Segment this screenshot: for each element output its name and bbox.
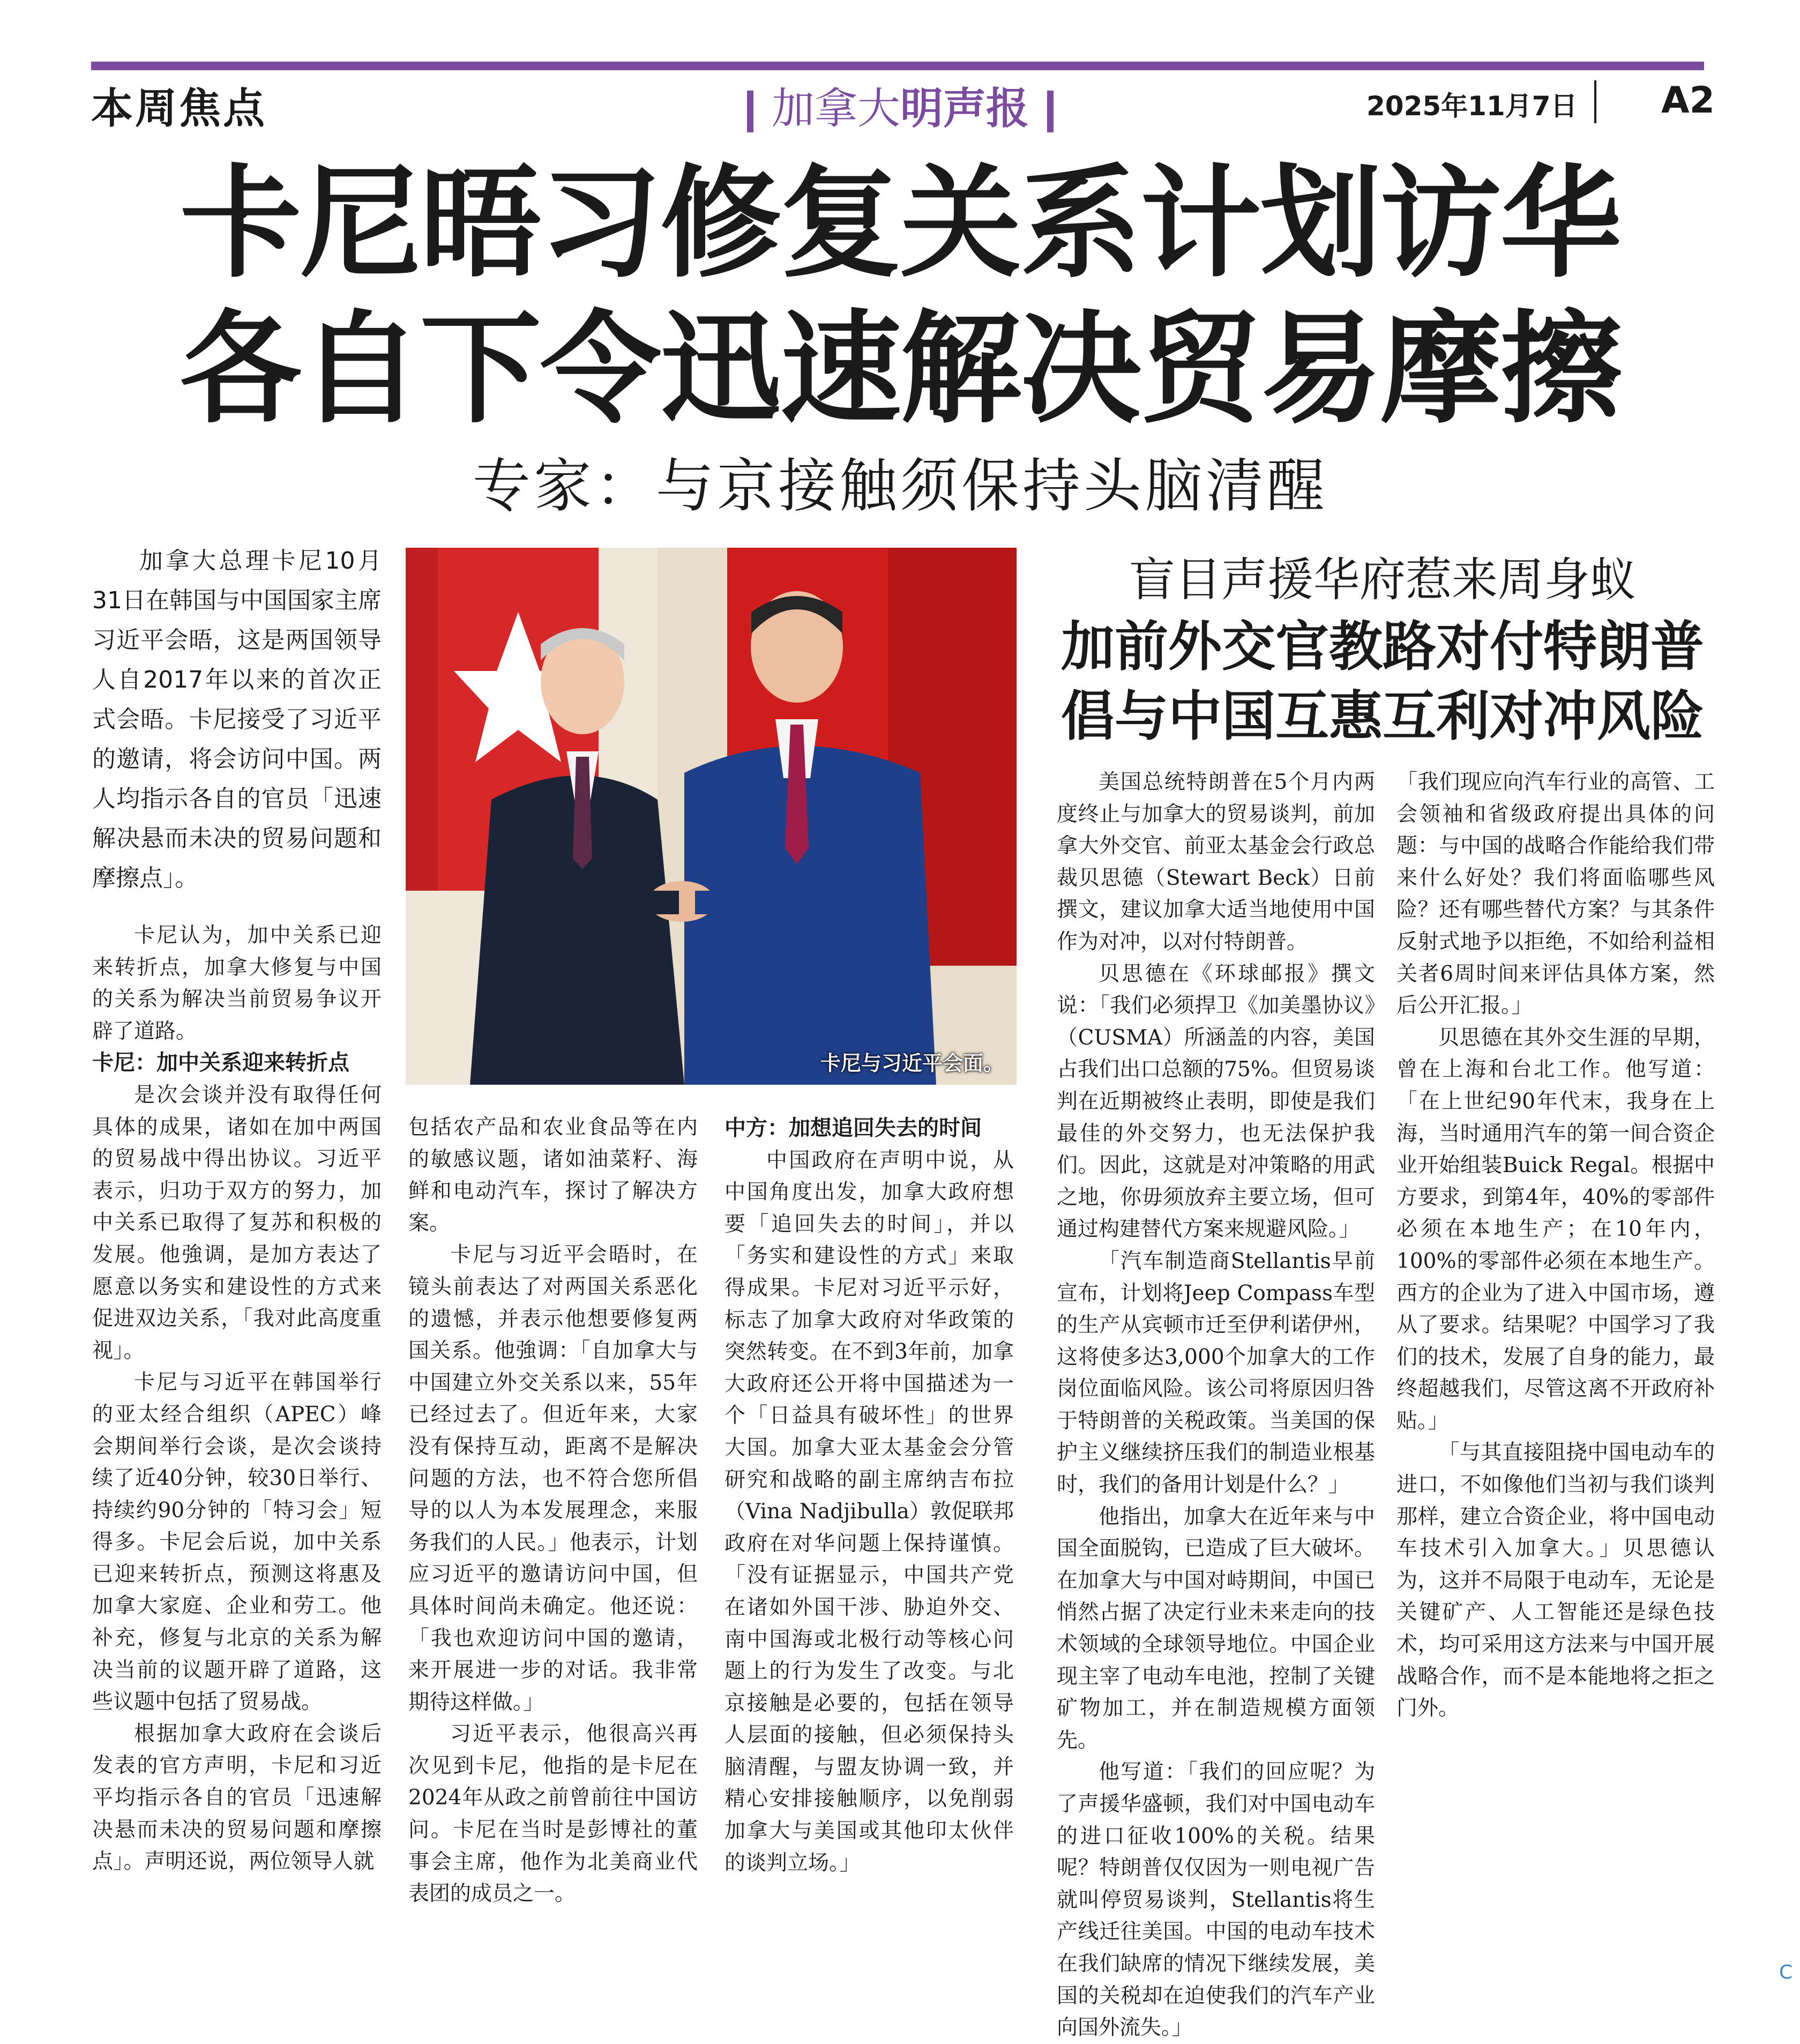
paragraph: 他写道：「我们的回应呢？为了声援华盛顿，我们对中国电动车的进口征收100%的关税。结果呢？特朗普仅仅因为一则电视广告就叫停贸易谈判，Stellantis将生产线迁往美国。中国的电动车技术在我们缺席的情况下继续发展，美国的关税却在迫使我们的汽车产业向国外流失。」 <box>1057 1760 1375 2040</box>
paragraph: 包括农产品和农业食品等在内的敏感议题，诸如油菜籽、海鲜和电动汽车，探讨了解决方案。 <box>408 1115 698 1235</box>
paragraph: 卡尼与习近平会晤时，在镜头前表达了对两国关系恶化的遗憾，并表示他想要修复两国关系。他強调：「自加拿大与中国建立外交关系以来，55年已经过去了。但近年来，大家没有保持互动，距离不是解决问题的方法，也不符合您所倡导的以人为本发展理念，来服务我们的人民。」他表示，计划应习近平的邀请访问中国，但具体时间尚未确定。他还说：「我也欢迎访问中国的邀请，来开展进一步的对话。我非常期待这样做。」 <box>408 1243 698 1714</box>
section-label: 本周焦点 <box>91 84 267 133</box>
paragraph: 「汽车制造商Stellantis早前宣布，计划将Jeep Compass车型的生产从宾顿市迁至伊利诺伊州，这将使多达3,000个加拿大的工作岗位面临风险。该公司将原因归咎于特朗普的关税政策。当美国的保护主义继续挤压我们的制造业根基时，我们的备用计划是什么？」 <box>1057 1249 1375 1497</box>
paragraph: 他指出，加拿大在近年来与中国全面脱钩，已造成了巨大破坏。在加拿大与中国对峙期间，中国已悄然占据了决定行业未来走向的技术领域的全球领导地位。中国企业现主宰了电动车电池，控制了关键矿物加工，并在制造规模方面领先。 <box>1057 1504 1375 1752</box>
side-column-2 <box>1396 766 1715 1725</box>
paragraph: 习近平表示，他很高兴再次见到卡尼，他指的是卡尼在2024年从政之前曾前往中国访问。卡尼在当时是彭博社的董事会主席，他作为北美商业代表团的成员之一。 <box>408 1722 698 1906</box>
paragraph: 美国总统特朗普在5个月内两度终止与加拿大的贸易谈判，前加拿大外交官、前亚太基金会行政总裁贝思德（Stewart Beck）日前撰文，建议加拿大适当地使用中国作为对冲，以对付特朗普。 <box>1057 770 1375 954</box>
paragraph: 贝思德在《环球邮报》撰文说：「我们必须捍卫《加美墨协议》（CUSMA）所涵盖的内容，美国占我们出口总额的75%。但贸易谈判在近期被终止表明，即使是我们最佳的外交努力，也无法保护我们。因此，这就是对冲策略的用武之地，你毋须放弃主要立场，但可通过构建替代方案来规避风险。」 <box>1057 961 1375 1242</box>
main-column-3 <box>725 1113 1014 1879</box>
page-number: A2 <box>1661 79 1715 122</box>
paragraph: 卡尼与习近平在韩国举行的亚太经合组织（APEC）峰会期间举行会谈，是次会谈持续了近40分钟，较30日举行、持续约90分钟的「特习会」短得多。卡尼会后说，加中关系已迎来转折点，预测这将惠及加拿大家庭、企业和劳工。他补充，修复与北京的关系为解决当前的议题开辟了道路，这些议题中包括了贸易战。 <box>92 1370 382 1714</box>
side-article-headline-1: 加前外交官教路对付特朗普 <box>1061 615 1704 678</box>
masthead <box>723 74 1077 136</box>
side-column-1 <box>1057 766 1375 2044</box>
headline-line-2: 各自下令迅速解决贸易摩擦 <box>180 299 1620 440</box>
main-column-2 <box>408 1111 698 1910</box>
corner-mark: C <box>1779 1961 1793 1983</box>
handshake-photo-illustration <box>406 548 1017 1085</box>
issue-date: 2025年11月7日 <box>1366 91 1578 122</box>
lead-paragraph: 加拿大总理卡尼10月31日在韩国与中国国家主席习近平会晤，这是两国领导人自2017年以来的首次正式会晤。卡尼接受了习近平的邀请，将会访问中国。两人均指示各自的官员「迅速解决悬而未决的贸易问题和摩擦点」。 <box>92 547 382 892</box>
paragraph: 是次会谈并没有取得任何具体的成果，诸如在加中两国的贸易战中得出协议。习近平表示，归功于双方的努力，加中关系已取得了复苏和积极的发展。他強调，是加方表达了愿意以务实和建设性的方式来促进双边关系，「我对此高度重视」。 <box>92 1083 382 1363</box>
masthead-left-bar <box>747 91 753 132</box>
masthead-prefix: 加拿大 <box>772 84 900 133</box>
main-column-1 <box>92 541 382 1878</box>
header-divider <box>1594 80 1596 123</box>
top-rule <box>91 62 1704 70</box>
article-subtitle: 中方：加想追回失去的时间 <box>725 1116 982 1140</box>
paragraph: 卡尼认为，加中关系已迎来转折点，加拿大修复与中国的关系为解决当前贸易争议开辟了道路。 <box>92 923 382 1043</box>
paragraph: 「我们现应向汽车行业的高管、工会领袖和省级政府提出具体的问题：与中国的战略合作能给我们带来什么好处？我们将面临哪些风险？还有哪些替代方案？与其条件反射式地予以拒绝，不如给利益相关者6周时间来评估具体方案，然后公开汇报。」 <box>1396 770 1715 1018</box>
headline-subhead: 专家：与京接触须保持头脑清醒 <box>472 453 1328 520</box>
article-subtitle: 卡尼：加中关系迎来转折点 <box>92 1050 349 1076</box>
masthead-right-bar <box>1047 91 1054 132</box>
photo-caption: 卡尼与习近平会面。 <box>820 1051 1004 1075</box>
news-photo <box>406 548 1017 1085</box>
side-article-headline-2: 倡与中国互惠互利对冲风险 <box>1061 685 1704 748</box>
paragraph: 中国政府在声明中说，从中国角度出发，加拿大政府想要「追回失去的时间」，并以「务实和建设性的方式」来取得成果。卡尼对习近平示好，标志了加拿大政府对华政策的突然转变。在不到3年前，加拿大政府还公开将中国描述为一个「日益具有破坏性」的世界大国。加拿大亚太基金会分管研究和战略的副主席纳吉布拉（Vina Nadjibulla）敦促联邦政府在对华问题上保持谨慎。「没有证据显示，中国共产党在诸如外国干涉、胁迫外交、南中国海或北极行动等核心问题上的行为发生了改变。与北京接触是必要的，包括在领导人层面的接触，但必须保持头脑清醒，与盟友协调一致，并精心安排接触顺序，以免削弱加拿大与美国或其他印太伙伴的谈判立场。」 <box>725 1148 1014 1875</box>
paragraph: 「与其直接阻挠中国电动车的进口，不如像他们当初与我们谈判那样，建立合资企业，将中国电动车技术引入加拿大。」贝思德认为，这并不局限于电动车，无论是关键矿产、人工智能还是绿色技术，均可采用这方法来与中国开展战略合作，而不是本能地将之拒之门外。 <box>1396 1441 1715 1721</box>
side-article-kicker: 盲目声援华府惹来周身蚁 <box>1129 553 1636 607</box>
paragraph: 根据加拿大政府在会谈后发表的官方声明，卡尼和习近平均指示各自的官员「迅速解决悬而未决的贸易问题和摩擦点」。声明还说，两位领导人就 <box>92 1721 382 1874</box>
headline-line-1: 卡尼晤习修复关系计划访华 <box>180 153 1620 294</box>
paragraph: 贝思德在其外交生涯的早期，曾在上海和台北工作。他写道：「在上世纪90年代末，我身在上海，当时通用汽车的第一间合资企业开始组装Buick Regal。根据中方要求，到第4年，40%的零部件必须在本地生产；在10年内，100%的零部件必须在本地生产。西方的企业为了进入中国市场，遵从了要求。结果呢？中国学习了我们的技术，发展了自身的能力，最终超越我们，尽管这离不开政府补贴。」 <box>1396 1025 1715 1433</box>
masthead-brand: 明声报 <box>900 84 1029 133</box>
